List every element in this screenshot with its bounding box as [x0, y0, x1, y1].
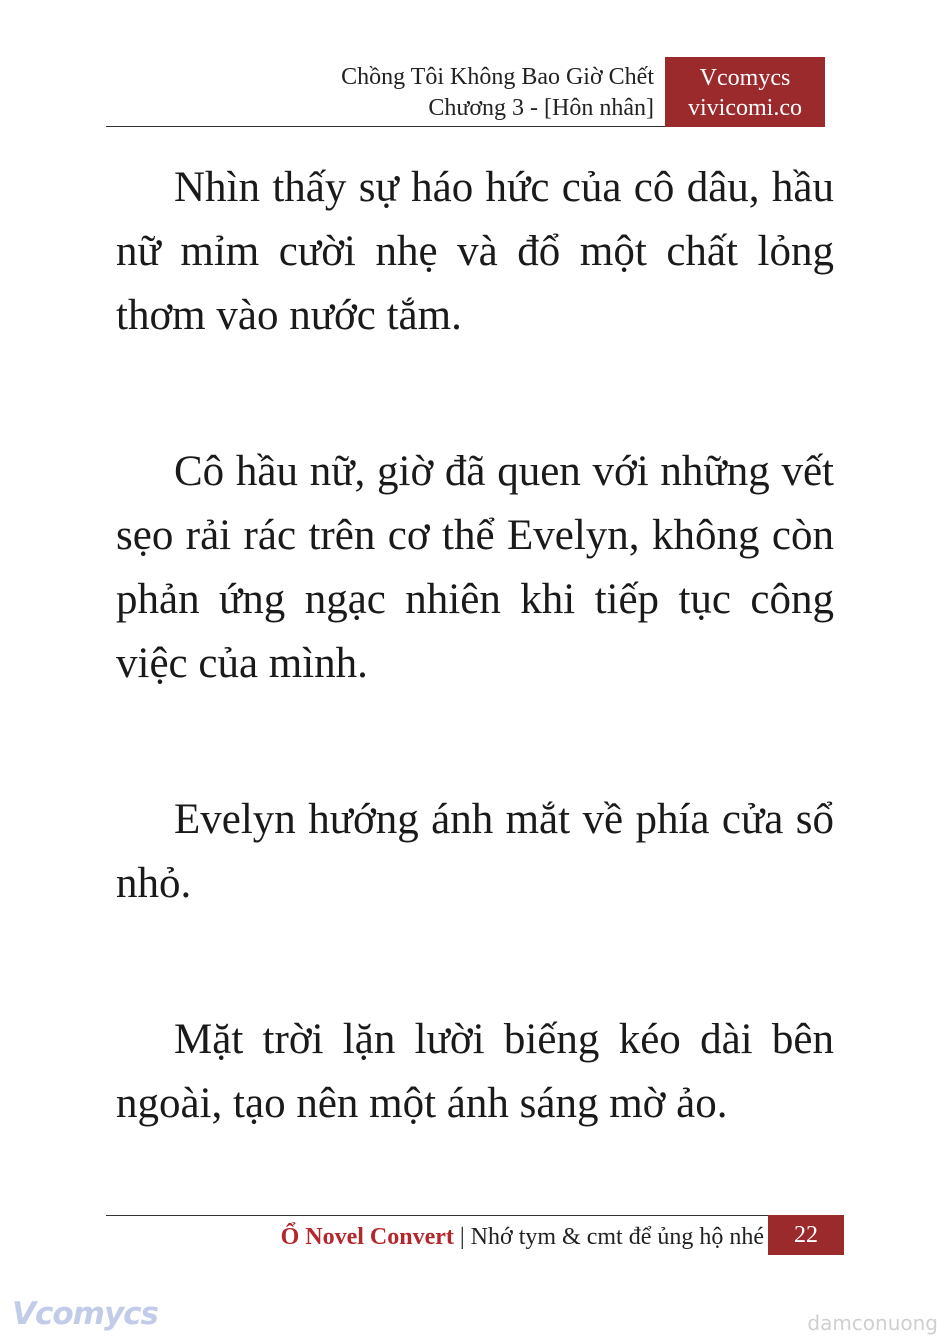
footer-divider: [106, 1215, 844, 1216]
brand-name: Vcomycs: [699, 65, 791, 91]
footer-brand: Ổ Novel Convert: [280, 1224, 454, 1250]
footer-separator: |: [459, 1224, 465, 1250]
header-divider: [106, 126, 667, 127]
story-body: [116, 156, 834, 1228]
book-title: Chồng Tôi Không Bao Giờ Chết: [341, 64, 654, 90]
watermark-logo: Vcomycs: [12, 1296, 159, 1332]
brand-site: vivicomi.co: [688, 95, 802, 121]
paragraph: Nhìn thấy sự háo hức của cô dâu, hầu nữ mỉm cười nhẹ và đổ một chất lỏng thơm vào nước tắm.: [116, 164, 834, 339]
chapter-title: Chương 3 - [Hôn nhân]: [428, 95, 654, 121]
paragraph: Cô hầu nữ, giờ đã quen với những vết sẹo rải rác trên cơ thể Evelyn, không còn phản ứng ngạc nhiên khi tiếp tục công việc của mình.: [116, 448, 834, 687]
paragraph: Mặt trời lặn lười biếng kéo dài bên ngoài, tạo nên một ánh sáng mờ ảo.: [116, 1016, 834, 1127]
running-header: [341, 62, 654, 124]
brand-badge: [665, 57, 825, 127]
paragraph: Evelyn hướng ánh mắt về phía cửa sổ nhỏ.: [116, 796, 834, 907]
footer-message: Nhớ tym & cmt để ủng hộ nhé: [470, 1224, 764, 1250]
watermark-text: damconuong: [807, 1311, 938, 1335]
footer-note: [281, 1222, 764, 1252]
page-number: 22: [768, 1215, 844, 1255]
